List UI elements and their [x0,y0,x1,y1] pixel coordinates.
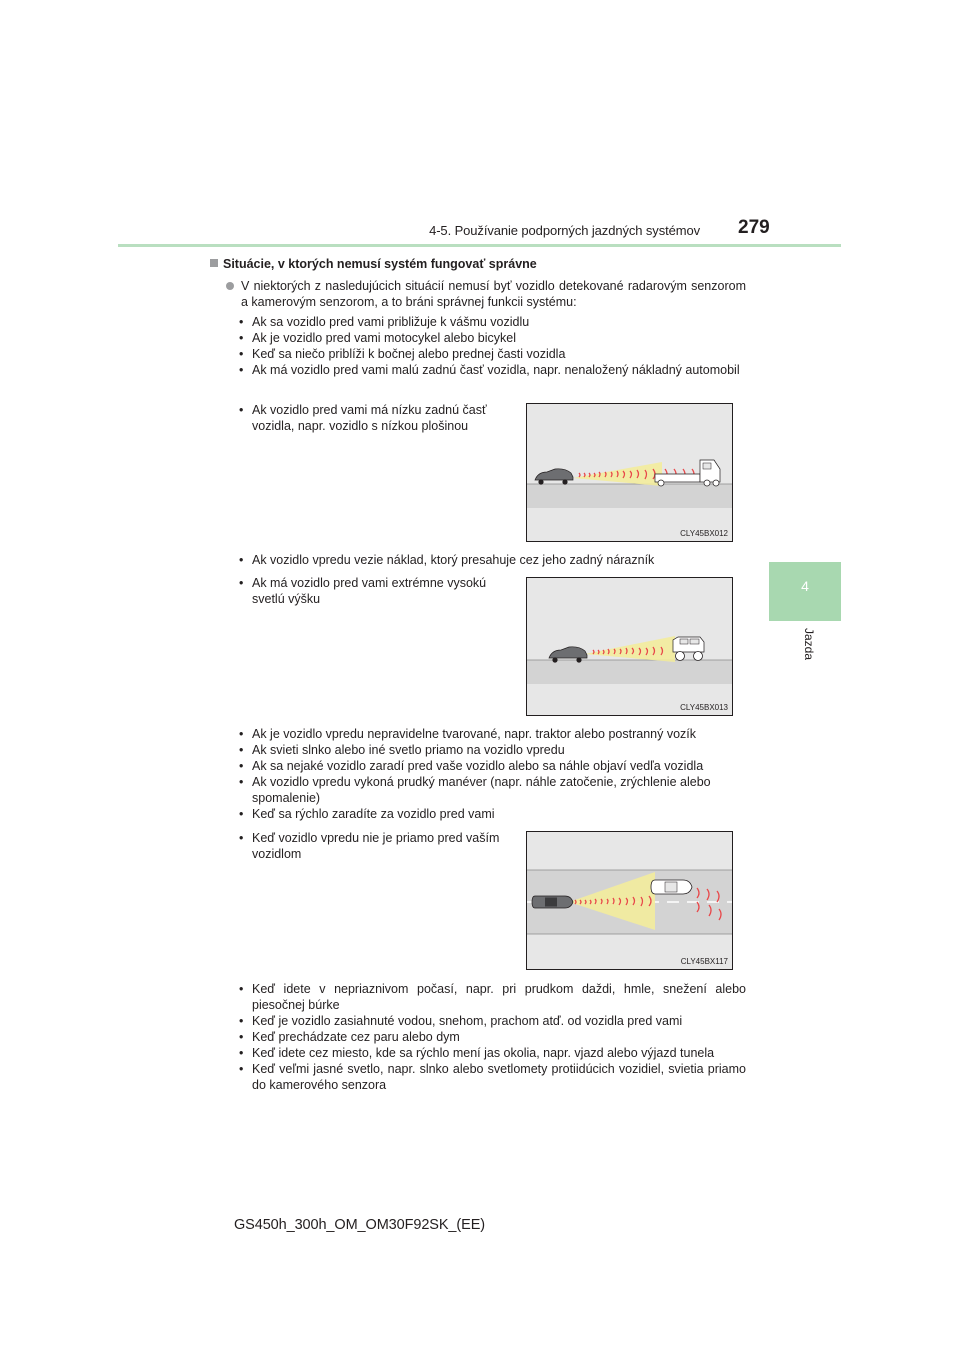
figure-3-caption [238,830,510,862]
square-bullet-icon [210,259,218,267]
list-item: • Ak sa vozidlo pred vami približuje k vášmu vozidlu [238,314,746,330]
section-heading-text: Situácie, v ktorých nemusí systém fungovať správne [223,257,537,271]
list-item: • Keď vozidlo vpredu nie je priamo pred vaším vozidlom [238,830,510,862]
figure-code: CLY45BX117 [680,957,728,966]
list-item: • Ak vozidlo vpredu vykoná prudký manéver (napr. náhle zatočenie, zrýchlenie alebo spomalenie) [238,774,746,806]
chapter-title: 4-5. Používanie podporných jazdných systémov [429,223,700,238]
illustration-offset-vehicle [526,831,733,970]
chapter-tab-label [770,628,840,688]
illustration-low-bed-truck [526,403,733,542]
footer-model-code: GS450h_300h_OM_OM30F92SK_(EE) [234,1217,485,1233]
list-item: • Keď prechádzate cez paru alebo dym [238,1029,746,1045]
page-number: 279 [738,217,770,238]
list-item: • Keď je vozidlo zasiahnuté vodou, snehom, prachom atď. od vozidla pred vami [238,1013,746,1029]
list-item: • Keď veľmi jasné svetlo, napr. slnko alebo svetlomety protiidúcich vozidiel, svietia priamo do kamerového senzora [238,1061,746,1093]
section-heading [210,257,537,271]
bullet-list-1 [238,314,746,378]
list-item: • Ak vozidlo pred vami má nízku zadnú časť vozidla, napr. vozidlo s nízkou plošinou [238,402,510,434]
bullet-list-overhang [238,552,748,568]
chapter-tab-number: 4 [801,578,809,594]
header-divider [118,244,841,247]
list-item: • Ak má vozidlo pred vami extrémne vysokú svetlú výšku [238,575,510,607]
illustration-svg [527,832,732,969]
list-item: • Ak je vozidlo vpredu nepravidelne tvarované, napr. traktor alebo postranný vozík [238,726,746,742]
intro-paragraph [226,278,746,310]
list-item: • Ak vozidlo vpredu vezie náklad, ktorý presahuje cez jeho zadný nárazník [238,552,748,568]
figure-code: CLY45BX012 [680,529,728,538]
list-item: • Ak svieti slnko alebo iné svetlo priamo na vozidlo vpredu [238,742,746,758]
illustration-high-clearance [526,577,733,716]
list-item: • Keď idete v nepriaznivom počasí, napr. pri prudkom daždi, hmle, snežení alebo piesočnej búrke [238,981,746,1013]
illustration-svg [527,578,732,715]
figure-code: CLY45BX013 [680,703,728,712]
chapter-tab-label-text: Jazda [802,628,816,661]
intro-text: V niektorých z nasledujúcich situácií nemusí byť vozidlo detekované radarovým senzorom a kamerovým senzorom, a to bráni správnej funkcii systému: [241,279,746,309]
bullet-list-2 [238,726,746,822]
list-item: • Keď sa rýchlo zaradíte za vozidlo pred vami [238,806,746,822]
list-item: • Keď idete cez miesto, kde sa rýchlo mení jas okolia, napr. vjazd alebo výjazd tunela [238,1045,746,1061]
figure-1-caption [238,402,510,434]
circle-bullet-icon [226,282,234,290]
figure-2-caption [238,575,510,607]
list-item: • Ak má vozidlo pred vami malú zadnú časť vozidla, napr. nenaložený nákladný automobil [238,362,746,378]
list-item: • Ak je vozidlo pred vami motocykel alebo bicykel [238,330,746,346]
illustration-svg [527,404,732,541]
list-item: • Ak sa nejaké vozidlo zaradí pred vaše vozidlo alebo sa náhle objaví vedľa vozidla [238,758,746,774]
list-item: • Keď sa niečo priblíži k bočnej alebo prednej časti vozidla [238,346,746,362]
bullet-list-3 [238,981,746,1093]
